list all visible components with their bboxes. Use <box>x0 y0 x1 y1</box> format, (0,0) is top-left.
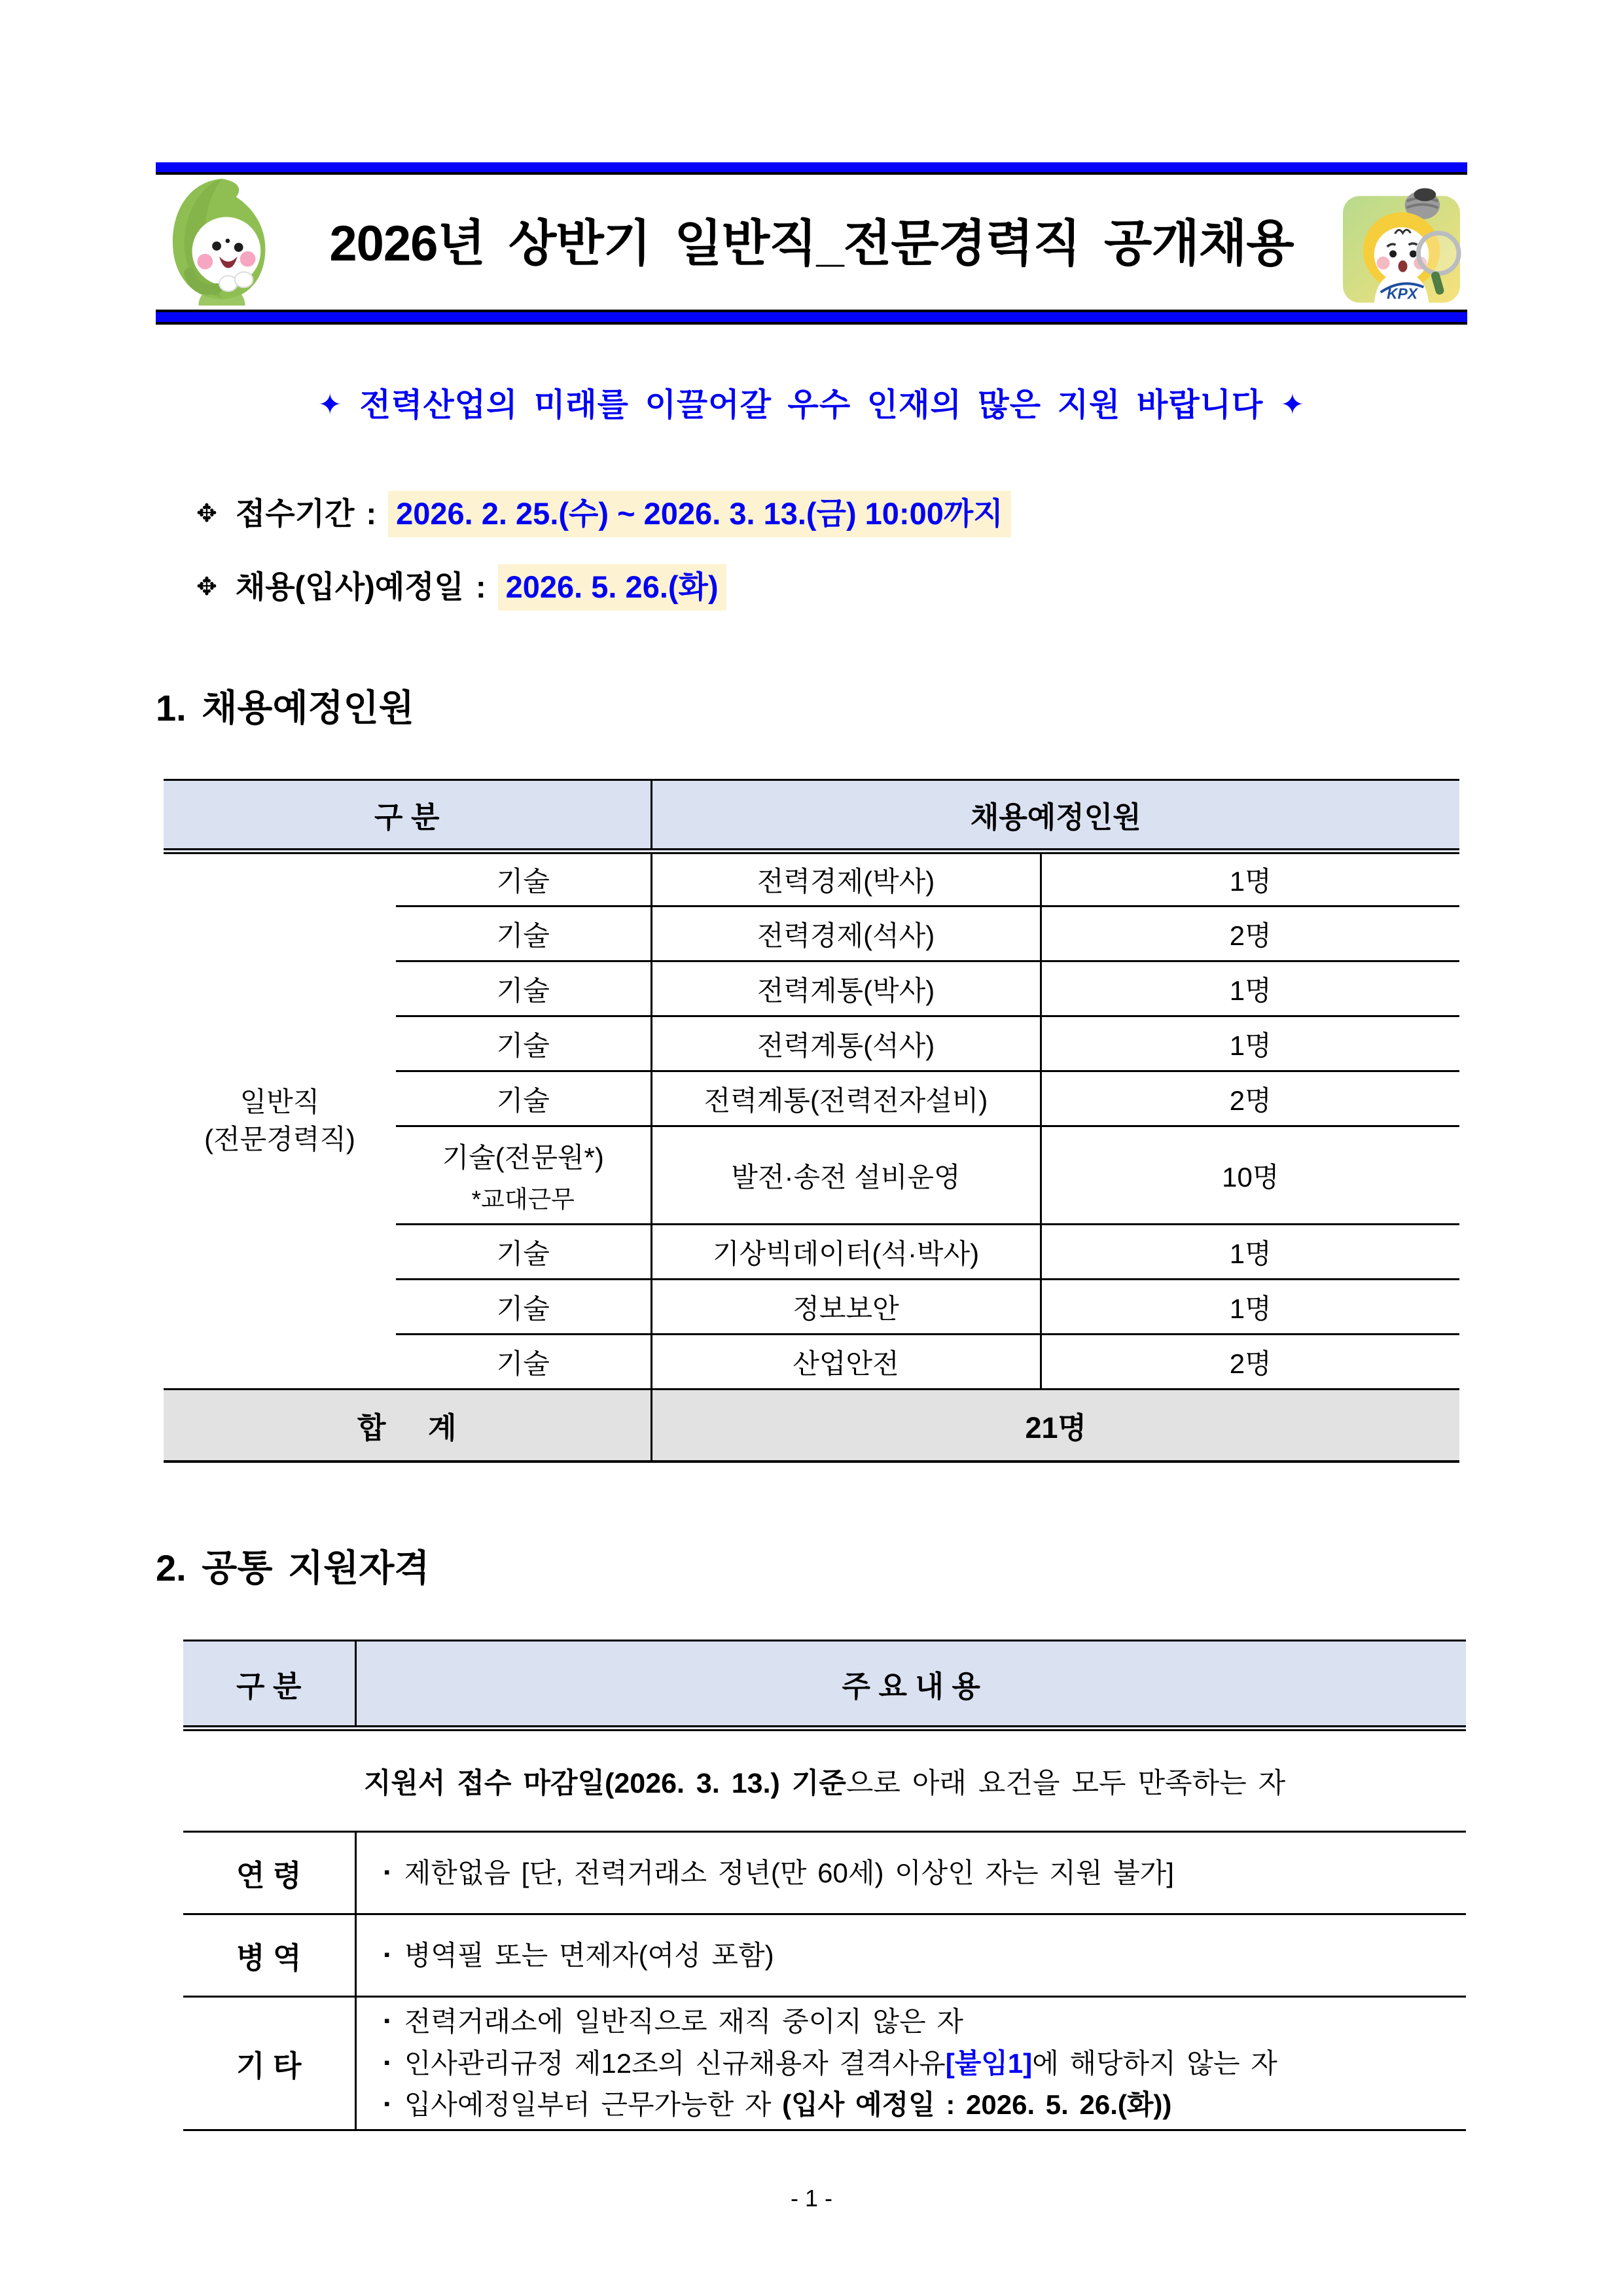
intro-rest-text: 으로 아래 요건을 모두 만족하는 자 <box>846 1767 1286 1799</box>
header-bottom-blue-bar <box>156 310 1467 325</box>
common-qualifications-table <box>183 1640 1466 2131</box>
hire-date-value: 2026. 5. 26.(화) <box>498 564 726 611</box>
kpx-logo: KPX <box>1386 285 1418 302</box>
age-text: 제한없음 [단, 전력거래소 정년(만 60세) 이상인 자는 지원 불가] <box>404 1857 1174 1888</box>
field-cell: 전력계통(전력전자설비) <box>651 1071 1041 1126</box>
military-row <box>183 1914 1466 1997</box>
etc-item2-text: 인사관리규정 제12조의 신규채용자 결격사유 <box>404 2047 946 2079</box>
count-cell: 2명 <box>1041 906 1459 961</box>
etc-item1-text: 전력거래소에 일반직으로 재직 중이지 않은 자 <box>404 2005 963 2037</box>
track-cell: 기술 <box>396 1071 651 1126</box>
total-label: 합 계 <box>164 1390 651 1462</box>
track-cell: 기술 <box>396 1225 651 1280</box>
table-header-row <box>183 1641 1466 1729</box>
intro-cell <box>183 1729 1466 1832</box>
count-cell: 1명 <box>1041 1016 1459 1071</box>
section2-heading: 2. 공통 지원자격 <box>156 1547 430 1588</box>
header-title-band <box>156 175 1467 310</box>
column-header-planned: 채용예정인원 <box>651 780 1459 852</box>
count-cell: 1명 <box>1041 852 1459 906</box>
document-header <box>156 162 1467 325</box>
move-cross-bullet-icon: ✥ <box>196 573 217 601</box>
page-number: - 1 - <box>790 2185 832 2212</box>
move-cross-bullet-icon: ✥ <box>196 500 217 528</box>
track-cell: 기술 <box>396 1280 651 1335</box>
hire-date-label: 채용(입사)예정일 <box>235 569 464 604</box>
etc-item3-text: 입사예정일부터 근무가능한 자 <box>404 2089 783 2121</box>
total-row <box>164 1390 1459 1462</box>
square-bullet-icon: ▪ <box>383 1861 390 1882</box>
track-cell: 기술 <box>396 852 651 906</box>
field-cell: 전력계통(박사) <box>651 961 1041 1016</box>
four-pointed-star-icon: ✦ <box>317 389 343 421</box>
application-period-label: 접수기간 <box>235 496 355 531</box>
track-cell: 기술 <box>396 1335 651 1390</box>
intro-bold-text: 지원서 접수 마감일(2026. 3. 13.) 기준 <box>363 1767 846 1799</box>
planned-hires-table <box>164 779 1459 1463</box>
colon-separator: : <box>366 496 377 531</box>
age-label: 연 령 <box>183 1832 355 1914</box>
intro-row <box>183 1729 1466 1832</box>
table-row <box>164 852 1459 906</box>
count-cell: 10명 <box>1041 1126 1459 1225</box>
track-note-text: *교대근무 <box>471 1185 575 1213</box>
square-bullet-icon: ▪ <box>383 2052 390 2072</box>
etc-row <box>183 1997 1466 2130</box>
etc-label: 기 타 <box>183 1997 355 2130</box>
hire-date-line <box>196 563 726 611</box>
attachment1-reference: [붙임1] <box>945 2047 1033 2079</box>
age-row <box>183 1832 1466 1914</box>
square-bullet-icon: ▪ <box>383 1944 390 1964</box>
count-cell: 1명 <box>1041 1280 1459 1335</box>
military-content <box>355 1914 1466 1997</box>
job-group-line2: (전문경력직) <box>204 1124 355 1155</box>
field-cell: 전력경제(박사) <box>651 852 1041 906</box>
header-top-blue-bar <box>156 162 1467 175</box>
field-cell: 발전·송전 설비운영 <box>651 1126 1041 1225</box>
column-header-category: 구 분 <box>164 780 651 852</box>
count-cell: 2명 <box>1041 1071 1459 1126</box>
section1-heading: 1. 채용예정인원 <box>156 687 414 728</box>
military-label: 병 역 <box>183 1914 355 1997</box>
track-cell: 기술 <box>396 961 651 1016</box>
total-value: 21명 <box>651 1390 1459 1462</box>
field-cell: 전력계통(석사) <box>651 1016 1041 1071</box>
count-cell: 1명 <box>1041 1225 1459 1280</box>
slogan-text: 전력산업의 미래를 이끌어갈 우수 인재의 많은 지원 바랍니다 <box>359 387 1264 423</box>
column-header-content: 주 요 내 용 <box>355 1641 1466 1729</box>
count-cell: 1명 <box>1041 961 1459 1016</box>
age-content <box>355 1832 1466 1914</box>
table-header-row <box>164 780 1459 852</box>
colon-separator: : <box>475 569 486 604</box>
four-pointed-star-icon: ✦ <box>1280 389 1306 421</box>
square-bullet-icon: ▪ <box>383 2010 390 2030</box>
field-cell: 기상빅데이터(석·박사) <box>651 1225 1041 1280</box>
track-cell: 기술 <box>396 906 651 961</box>
page-title: 2026년 상반기 일반직_전문경력직 공개채용 <box>329 216 1294 272</box>
field-cell: 전력경제(석사) <box>651 906 1041 961</box>
track-cell: 기술 <box>396 1016 651 1071</box>
job-group-line1: 일반직 <box>240 1086 320 1118</box>
application-period-value: 2026. 2. 25.(수) ~ 2026. 3. 13.(금) 10:00까지 <box>388 491 1011 537</box>
etc-item2-text-after: 에 해당하지 않는 자 <box>1032 2047 1277 2079</box>
field-cell: 산업안전 <box>651 1335 1041 1390</box>
track-cell <box>396 1126 651 1225</box>
application-period-line <box>196 490 1011 537</box>
count-cell: 2명 <box>1041 1335 1459 1390</box>
field-cell: 정보보안 <box>651 1280 1041 1335</box>
military-text: 병역필 또는 면제자(여성 포함) <box>404 1939 774 1971</box>
column-header-category: 구 분 <box>183 1641 355 1729</box>
etc-content <box>355 1997 1466 2130</box>
job-group-cell <box>164 852 396 1390</box>
kpx-bulb-mascot-icon <box>1342 187 1462 304</box>
etc-item3-bold-text: (입사 예정일 : 2026. 5. 26.(화)) <box>782 2089 1172 2121</box>
square-bullet-icon: ▪ <box>383 2094 390 2114</box>
slogan-line <box>156 380 1467 425</box>
track-main-text: 기술(전문원*) <box>442 1141 604 1173</box>
